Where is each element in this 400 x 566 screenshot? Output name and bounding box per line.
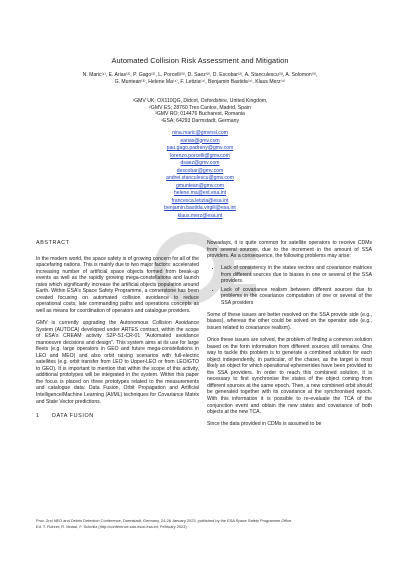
bullet-item: • Lack of consistency in the states vectors and covariance matrices from different sources due to biases in one or several of the SSA providers. bbox=[221, 265, 372, 285]
affiliations bbox=[60, 98, 340, 124]
author-line: G. Muntean⁽³⁾, Helene Ma⁽⁴⁾, F. Letizia⁽⁴⁾, Benjamin Bastida⁽⁴⁾, Klaus Merz⁽⁴⁾ bbox=[114, 79, 286, 86]
email-link[interactable]: nina.maric@gmvnsl.com bbox=[172, 130, 228, 136]
email-link[interactable]: helene.ma@ext.esa.int bbox=[173, 190, 227, 197]
abstract-heading: ABSTRACT bbox=[36, 240, 70, 246]
email-list bbox=[100, 130, 300, 221]
email-link[interactable]: dsaez@gmv.com bbox=[180, 160, 220, 167]
affiliation-line: ⁴ESA; 64293 Darmstadt, Germany bbox=[160, 117, 240, 124]
paper-title: Automated Collision Risk Assessment and Mitigation bbox=[111, 56, 289, 65]
bullet-list bbox=[207, 265, 372, 306]
section-heading bbox=[36, 413, 199, 420]
affiliation-line: ³GMV RO; 014476 Bucharest, Romania bbox=[155, 111, 245, 118]
section-title: DATA FUSION bbox=[52, 413, 94, 420]
email-link[interactable]: andrei.stanculescu@gmv.com bbox=[166, 175, 234, 182]
footer-line: Ed. T. Flohrer, R. Moissl, F. Schmitz (http://conference.sdo.esoc.esa.int, February 2023) bbox=[36, 524, 187, 530]
email-link[interactable]: klaus.merz@esa.int bbox=[177, 213, 223, 220]
affiliation-line: ¹GMV UK; OX110QG, Didcot, Oxfordshire, United Kingdom, bbox=[132, 98, 268, 104]
affiliation-line: ²GMV ES; 28760 Tres Cantos, Madrid, Spain bbox=[149, 104, 251, 111]
bullet-item: • Lack of covariance realism between different sources due to problems in the covariance computation of one or several of the SSA providers bbox=[221, 287, 372, 307]
body-paragraph: Once these issues are solved, the problem of finding a common solution based on the form information from different sources still remains. One way to tackle this problem is to generate a combined solution for each object independently, in particular, of the chaser, as the target is most likely an object for which operational ephemerides have been provided to the SSA providers. In order to reach this combined solution, it is necessary to first synchronise the states of the object coming from different sources at the same epoch. Then, a new combined orbit should be generated together with its covariance at the synchronised epoch. With this information it is possible to re-evaluate the TCA of the conjunction event and obtain the new states and covariance of both objects at the new TCA. bbox=[207, 337, 372, 416]
author-list bbox=[22, 72, 378, 87]
email-link[interactable]: gmuntean@gmv.com bbox=[175, 182, 225, 189]
email-link[interactable]: lorenzo.porcelli@gmv.com bbox=[170, 152, 230, 159]
page-footer bbox=[36, 518, 366, 530]
abstract-paragraph: In the modern world, the space safety is of growing concern for all of the spacefaring nations. This is mainly due to two major factors: accelerated increasing number of artificial space objects formed from break-up events as well as the rapidly growing mega-constellations and launch rates which significantly increase the artificial objects population around Earth. Within ESA's Space Safety Programme, a cornerstone has been created focusing on automated collision avoidance to reduce operational costs, late commanding paths and operations concepts as well as means for coordination of operators and catalogue providers. bbox=[36, 255, 199, 314]
email-link[interactable]: earias@gmv.com bbox=[180, 137, 220, 144]
email-link[interactable]: pau.gago.padreny@gmv.com bbox=[166, 145, 234, 152]
email-link[interactable]: benjamin.bastida.virgili@esa.int bbox=[164, 205, 236, 212]
body-paragraph: Nowadays, it is quite common for satellite operators to receive CDMs from several sources, due to the increment in the amount of SSA providers. As a consequence, the following problems may arise: bbox=[207, 240, 372, 260]
author-line: N. Maric⁽¹⁾, E. Arias⁽²⁾, P. Gago⁽²⁾, L. Porcelli⁽³⁾, D. Saez⁽²⁾, D. Escobar⁽²⁾, A. Stanculescu⁽³⁾, A. Solomon⁽³⁾, bbox=[82, 72, 318, 78]
abstract-paragraph: GMV is currently upgrading the Autonomous Collision Avoidance System (AUTOCA) developed under ARTES contract, within the scope of ESA's CREAM activity S2P-S1-CR-01 "Automated avoidance manoeuvre decisions and design". This system aims at its use for large fleets (e.g. large operators in GEO and future mega-constellations in LEO and MEO) and also orbit raising scenarios with full-electric satellites (e.g. orbit transfer from LEO to Upper-LEO or from LEO/GTO to GEO). It is important to mention that within the scope of this activity, additional prototypes will be integrated in the system. Within this paper the focus is placed on three prototypes related to the measurements and catalogue data: Data Fusion, Orbit Propagation and Artificial Intelligence/Machine Learning (AI/ML) techniques for Covariance Matrix and State Vector predictions. bbox=[36, 319, 199, 405]
email-link[interactable]: francesca.letizia@esa.int bbox=[171, 197, 229, 204]
right-column bbox=[207, 240, 372, 433]
footer-line: Proc. 2nd NEO and Debris Detection Conference, Darmstadt, Germany, 24-26 January 2023, published by the ESA Space Safety Programme Office bbox=[36, 518, 292, 523]
body-paragraph: Some of these issues are better resolved on the SSA provide side (e.g., biases), whereas the other could be solved on the operator side (e.g., issues related to covariance realism). bbox=[207, 311, 372, 332]
section-number: 1 bbox=[36, 413, 40, 420]
body-paragraph: Since the data provided in CDMs is assumed to be bbox=[207, 421, 322, 428]
left-column bbox=[36, 240, 199, 420]
email-link[interactable]: descobar@gmv.com bbox=[176, 167, 224, 174]
